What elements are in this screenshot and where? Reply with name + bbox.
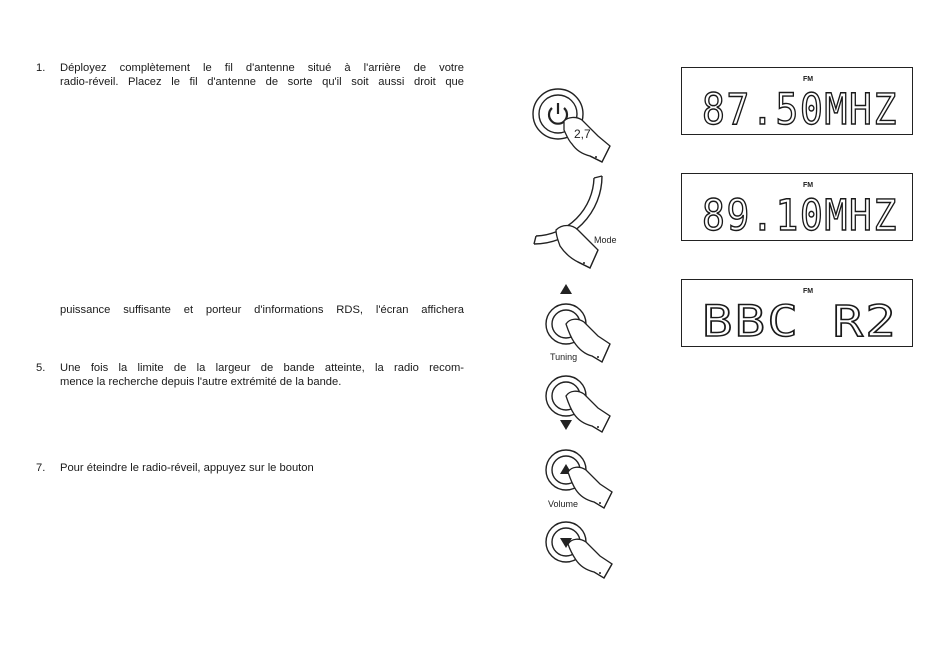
step-label: 2,7: [574, 127, 591, 141]
pressing-hand-icon: [556, 226, 598, 269]
instruction-line: mence la recherche depuis l'autre extrémité de la bande.: [60, 376, 342, 389]
band-indicator: FM: [803, 288, 814, 295]
lcd-text: 89.10MHZ: [702, 191, 898, 241]
volume-label: Volume: [548, 499, 579, 509]
mode-label: Mode: [594, 235, 617, 245]
instruction-line: radio-réveil. Placez le fil d'antenne de sorte qu'il soit aussi droit que: [60, 76, 464, 89]
tuning-down-figure: [540, 372, 630, 434]
lcd-segment-text: [682, 68, 911, 133]
pressing-hand-icon: [566, 391, 610, 432]
mode-button-figure: [530, 172, 630, 276]
instruction-number: 5.: [36, 362, 46, 374]
instruction-5: [36, 361, 464, 390]
volume-up-figure: [540, 446, 630, 512]
lcd-segment-text: [682, 280, 911, 345]
band-indicator: FM: [803, 182, 814, 189]
tuning-label: Tuning: [550, 352, 578, 362]
lcd-text: 87.50MHZ: [702, 85, 898, 135]
instruction-line: Pour éteindre le radio-réveil, appuyez sur le bouton: [60, 462, 314, 474]
lcd-display-3: [681, 279, 913, 347]
instruction-number: 1.: [36, 62, 46, 74]
pressing-hand-icon: [568, 539, 612, 578]
instruction-1: [36, 61, 464, 90]
power-button-figure: [528, 84, 628, 170]
triangle-down-icon: [560, 420, 572, 430]
lcd-display-1: [681, 67, 913, 135]
instruction-number: 7.: [36, 462, 46, 474]
lcd-text: BBC R2: [702, 297, 898, 347]
instruction-continuation: [36, 303, 464, 317]
triangle-up-icon: [560, 284, 572, 294]
instruction-line: Déployez complètement le fil d'antenne situé à l'arrière de votre: [60, 62, 464, 74]
tuning-up-figure: [540, 282, 630, 366]
lcd-segment-text: [682, 174, 911, 239]
instruction-line: Une fois la limite de la largeur de bande atteinte, la radio recom-: [60, 362, 464, 374]
instruction-7: [36, 461, 464, 475]
instruction-line: puissance suffisante et porteur d'informations RDS, l'écran affichera: [60, 304, 464, 316]
volume-down-figure: [540, 518, 630, 580]
band-indicator: FM: [803, 76, 814, 83]
lcd-display-2: [681, 173, 913, 241]
